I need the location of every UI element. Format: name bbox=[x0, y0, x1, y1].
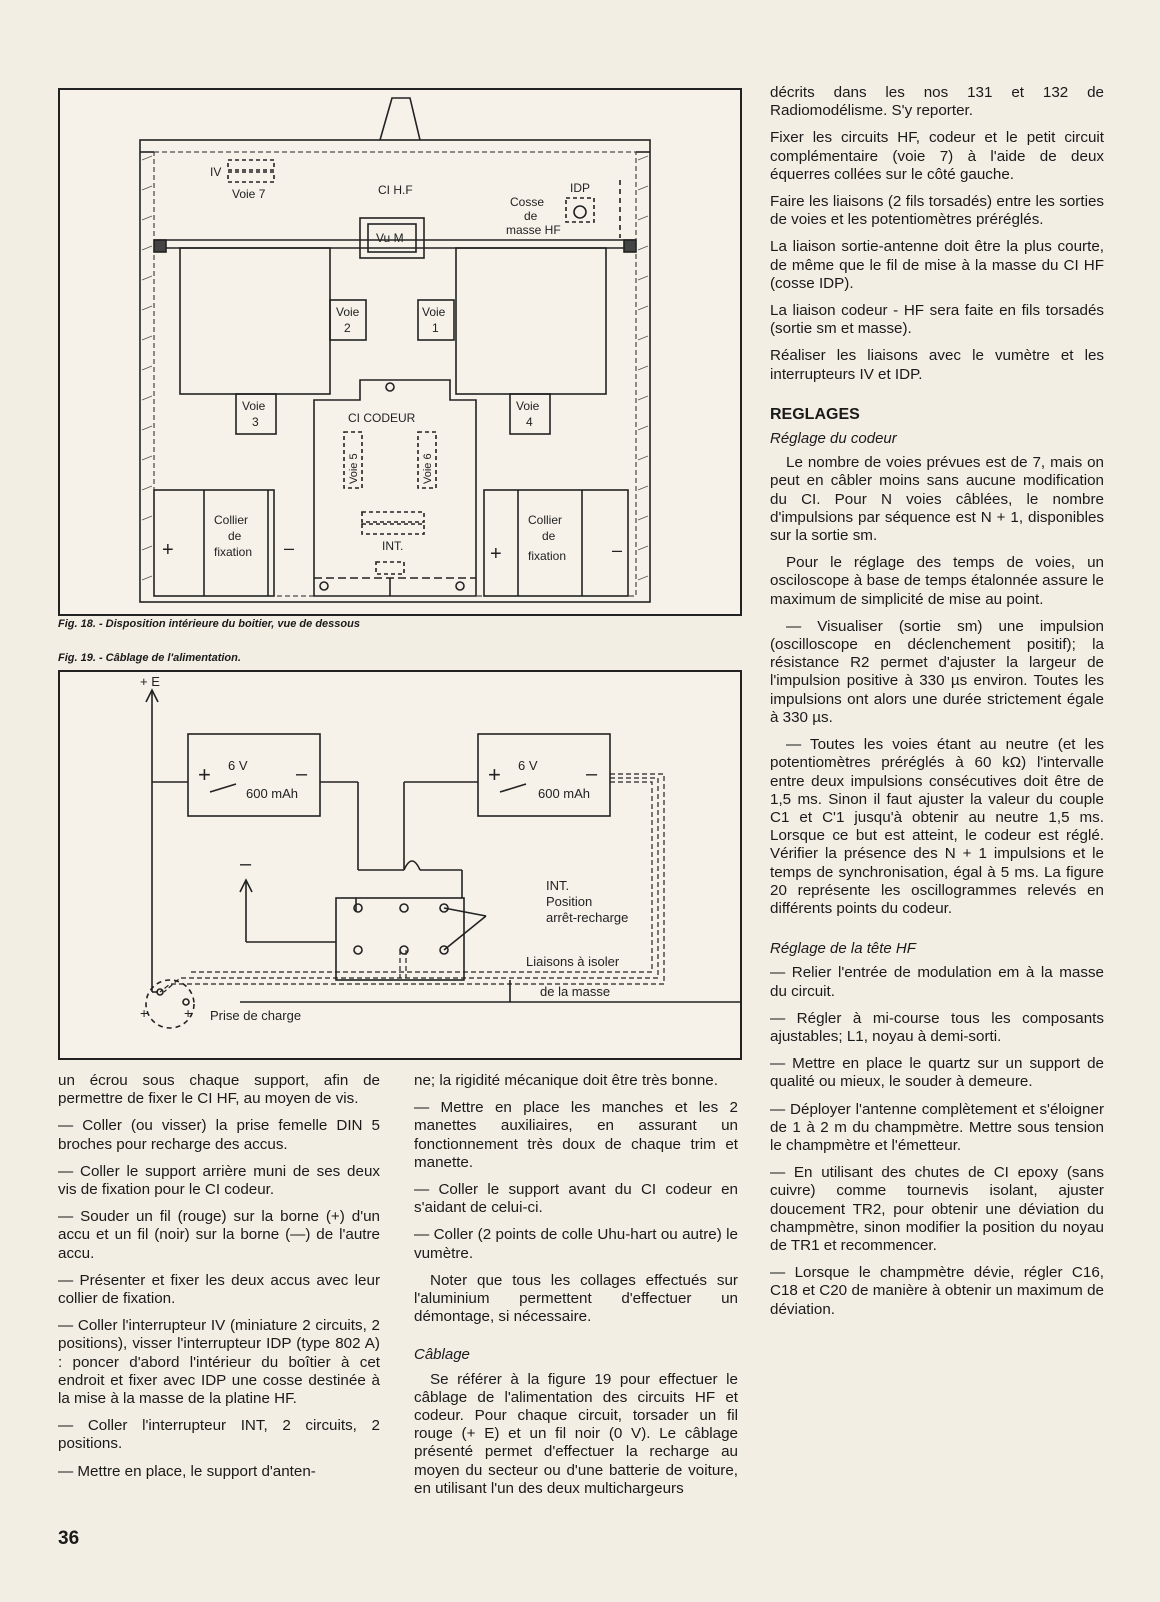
label-position: Position bbox=[546, 894, 593, 909]
label-prise-plus: + bbox=[140, 1005, 149, 1021]
subheading-codeur: Réglage du codeur bbox=[770, 430, 897, 448]
paragraph: — Coller l'interrupteur INT, 2 circuits, 2 positions. bbox=[58, 1417, 380, 1453]
paragraph: — Coller l'interrupteur IV (miniature 2 circuits, 2 positions), visser l'interrupteur IDP (type 802 A) : poncer d'abord l'intérieur du boîtier à cet endroit et fixer avec IDP une cosse destinée à la mise à la masse de la platine HF. bbox=[58, 1317, 380, 1408]
column-left bbox=[58, 1072, 380, 1490]
label-prise-minus: + bbox=[184, 1005, 193, 1021]
paragraph: — Lorsque le champmètre dévie, régler C16, C18 et C20 de manière à obtenir un maximum de déviation. bbox=[770, 1264, 1104, 1318]
label-prise-de-charge: Prise de charge bbox=[210, 1008, 302, 1023]
label-battery1-voltage: 6 V bbox=[228, 758, 248, 773]
paragraph: Pour le réglage des temps de voies, un osciloscope à base de temps étalonnée assure le maximum de simplicité de mise au point. bbox=[770, 554, 1104, 608]
paragraph: — Relier l'entrée de modulation em à la masse du circuit. bbox=[770, 964, 1104, 1000]
paragraph: — Toutes les voies étant au neutre (et les potentiomètres préréglés à 60 kΩ) l'intervalle entre deux impulsions consécutives doit être de 1,5 ms. Sinon il faut ajuster la valeur du couple C1 et C'1 jusqu'à obtenir au neutre 1,5 ms. Lorsque ce but est atteint, le codeur est réglé. Vérifier la présence des N + 1 impulsions et le temps de synchronisation, égal à 5 ms. La figure 20 représente les oscillogrammes relevés en différents points du codeur. bbox=[770, 736, 1104, 917]
label-voie7: Voie 7 bbox=[232, 187, 266, 201]
paragraph: La liaison codeur - HF sera faite en fils torsadés (sortie sm et masse). bbox=[770, 302, 1104, 338]
label-iv: IV bbox=[210, 165, 222, 179]
label-ci-codeur: CI CODEUR bbox=[348, 411, 416, 425]
figure-18-drawing bbox=[60, 90, 740, 614]
label-battery1-plus: + bbox=[198, 762, 211, 787]
label-cosse: Cosse bbox=[510, 195, 545, 209]
label-collier-left-2: de bbox=[228, 529, 242, 543]
label-idp: IDP bbox=[570, 181, 591, 195]
label-masse: de la masse bbox=[540, 984, 611, 999]
label-cosse-de: de bbox=[524, 209, 538, 223]
label-collier-right-2: de bbox=[542, 529, 556, 543]
section-heading-cablage: Câblage bbox=[414, 1346, 470, 1364]
label-liaisons: Liaisons à isoler bbox=[526, 954, 620, 969]
paragraph: Se référer à la figure 19 pour effectuer le câblage de l'alimentation des circuits HF et codeur. Pour chaque circuit, torsader un fil rouge (+ E) et un fil noir (0 V). Le câblage présenté permet d'effectuer la recharge au moyen du secteur ou d'une batterie de voiture, en utilisant l'un des deux multichargeurs bbox=[414, 1370, 738, 1497]
paragraph: La liaison sortie-antenne doit être la plus courte, de même que le fil de mise à la masse du CI HF (cosse IDP). bbox=[770, 238, 1104, 292]
label-minus-left: – bbox=[284, 538, 295, 558]
paragraph: — Mettre en place, le support d'anten- bbox=[58, 1462, 316, 1480]
figure-18-caption: Fig. 18. - Disposition intérieure du boitier, vue de dessous bbox=[58, 618, 360, 630]
paragraph: — Déployer l'antenne complètement et s'éloigner de 1 à 2 m du champmètre. Mettre sous tension le champmètre et l'émetteur. bbox=[770, 1100, 1104, 1154]
label-voie2-a: Voie bbox=[336, 305, 360, 319]
paragraph: — Souder un fil (rouge) sur la borne (+) d'un accu et un fil (noir) sur la borne (—) de l'autre accu. bbox=[58, 1208, 380, 1262]
paragraph: — Coller le support avant du CI codeur en s'aidant de celui-ci. bbox=[414, 1181, 738, 1217]
paragraph: — Coller le support arrière muni de ses deux vis de fixation pour le CI codeur. bbox=[58, 1162, 380, 1199]
label-vum: Vu M bbox=[376, 231, 404, 245]
label-collier-left-1: Collier bbox=[214, 513, 249, 527]
label-battery2-minus: – bbox=[586, 763, 598, 785]
paragraph: décrits dans les nos 131 et 132 de Radiomodélisme. S'y reporter. bbox=[770, 84, 1104, 120]
label-plus-left: + bbox=[162, 539, 174, 561]
label-ci-hf: CI H.F bbox=[378, 183, 413, 197]
label-battery1-minus: – bbox=[296, 763, 308, 785]
label-battery2-plus: + bbox=[488, 762, 501, 787]
paragraph: — Mettre en place les manches et les 2 manettes auxiliaires, en assurant un fonctionnement très doux de chaque trim et manette. bbox=[414, 1099, 738, 1171]
column-right bbox=[770, 84, 1104, 1328]
paragraph: Faire les liaisons (2 fils torsadés) entre les sorties de voies et les potentiomètres préréglés. bbox=[770, 193, 1104, 229]
label-int: INT. bbox=[382, 539, 404, 553]
label-collier-right-1: Collier bbox=[528, 513, 563, 527]
label-voie3-a: Voie bbox=[242, 399, 266, 413]
paragraph: ne; la rigidité mécanique doit être très bonne. bbox=[414, 1072, 718, 1089]
paragraph: Le nombre de voies prévues est de 7, mais on peut en câbler moins sans aucune modification du CI. Pour N voies câblées, le nombre d'impulsions par séquence est N + 1, disponibles sur la sortie sm. bbox=[770, 454, 1104, 545]
figure-19 bbox=[58, 670, 742, 1060]
label-voie4-a: Voie bbox=[516, 399, 540, 413]
paragraph: — Coller (2 points de colle Uhu-hart ou autre) le vumètre. bbox=[414, 1226, 738, 1262]
paragraph: — Visualiser (sortie sm) une impulsion (oscilloscope en déclenchement positif); la résistance R2 permet d'ajuster la largeur de l'impulsion positive à 330 µs environ. Toutes les impulsions ont alors une durée strictement égale à 330 µs. bbox=[770, 617, 1104, 726]
label-voie1-b: 1 bbox=[432, 321, 439, 335]
label-voie3-b: 3 bbox=[252, 415, 259, 429]
label-voie1-a: Voie bbox=[422, 305, 446, 319]
figure-19-drawing bbox=[60, 672, 740, 1058]
paragraph: Fixer les circuits HF, codeur et le petit circuit complémentaire (voie 7) à l'aide de deux équerres collées sur le côté gauche. bbox=[770, 129, 1104, 183]
label-battery2-voltage: 6 V bbox=[518, 758, 538, 773]
label-arret-recharge: arrêt-recharge bbox=[546, 910, 629, 925]
label-voie5: Voie 5 bbox=[348, 453, 360, 484]
paragraph: un écrou sous chaque support, afin de permettre de fixer le CI HF, au moyen de vis. bbox=[58, 1072, 380, 1108]
label-voie6: Voie 6 bbox=[422, 453, 434, 484]
label-collier-left-3: fixation bbox=[214, 545, 253, 559]
figure-18 bbox=[58, 88, 742, 616]
paragraph: Réaliser les liaisons avec le vumètre et les interrupteurs IV et IDP. bbox=[770, 347, 1104, 383]
label-plus-e: + E bbox=[140, 674, 160, 689]
paragraph: — Mettre en place le quartz sur un support de qualité ou mieux, le souder à demeure. bbox=[770, 1055, 1104, 1091]
section-heading-reglages: REGLAGES bbox=[770, 405, 860, 423]
label-minus-right: – bbox=[612, 540, 623, 560]
paragraph: — Présenter et fixer les deux accus avec leur collier de fixation. bbox=[58, 1271, 380, 1308]
label-battery1-capacity: 600 mAh bbox=[246, 786, 299, 801]
page-number: 36 bbox=[58, 1528, 80, 1549]
subheading-tete-hf: Réglage de la tête HF bbox=[770, 940, 916, 958]
column-middle bbox=[414, 1072, 738, 1507]
label-battery2-capacity: 600 mAh bbox=[538, 786, 591, 801]
label-int: INT. bbox=[546, 878, 570, 893]
paragraph: — En utilisant des chutes de CI epoxy (sans cuivre) comme tournevis isolant, ajuster doucement TR2, pour obtenir une déviation du champmètre, sinon modifier la position du noyau de TR1 et recommencer. bbox=[770, 1164, 1104, 1254]
label-minus-wire: – bbox=[240, 853, 252, 875]
paragraph: — Régler à mi-course tous les composants ajustables; L1, noyau à demi-sorti. bbox=[770, 1009, 1104, 1045]
figure-19-caption: Fig. 19. - Câblage de l'alimentation. bbox=[58, 652, 241, 664]
paragraph: Noter que tous les collages effectués sur l'aluminium permettent d'effectuer un démontage, si nécessaire. bbox=[414, 1271, 738, 1326]
label-plus-right: + bbox=[490, 543, 502, 565]
paragraph: — Coller (ou visser) la prise femelle DIN 5 broches pour recharge des accus. bbox=[58, 1117, 380, 1153]
label-voie2-b: 2 bbox=[344, 321, 351, 335]
label-collier-right-3: fixation bbox=[528, 549, 567, 563]
label-voie4-b: 4 bbox=[526, 415, 533, 429]
label-masse-hf: masse HF bbox=[506, 223, 561, 237]
